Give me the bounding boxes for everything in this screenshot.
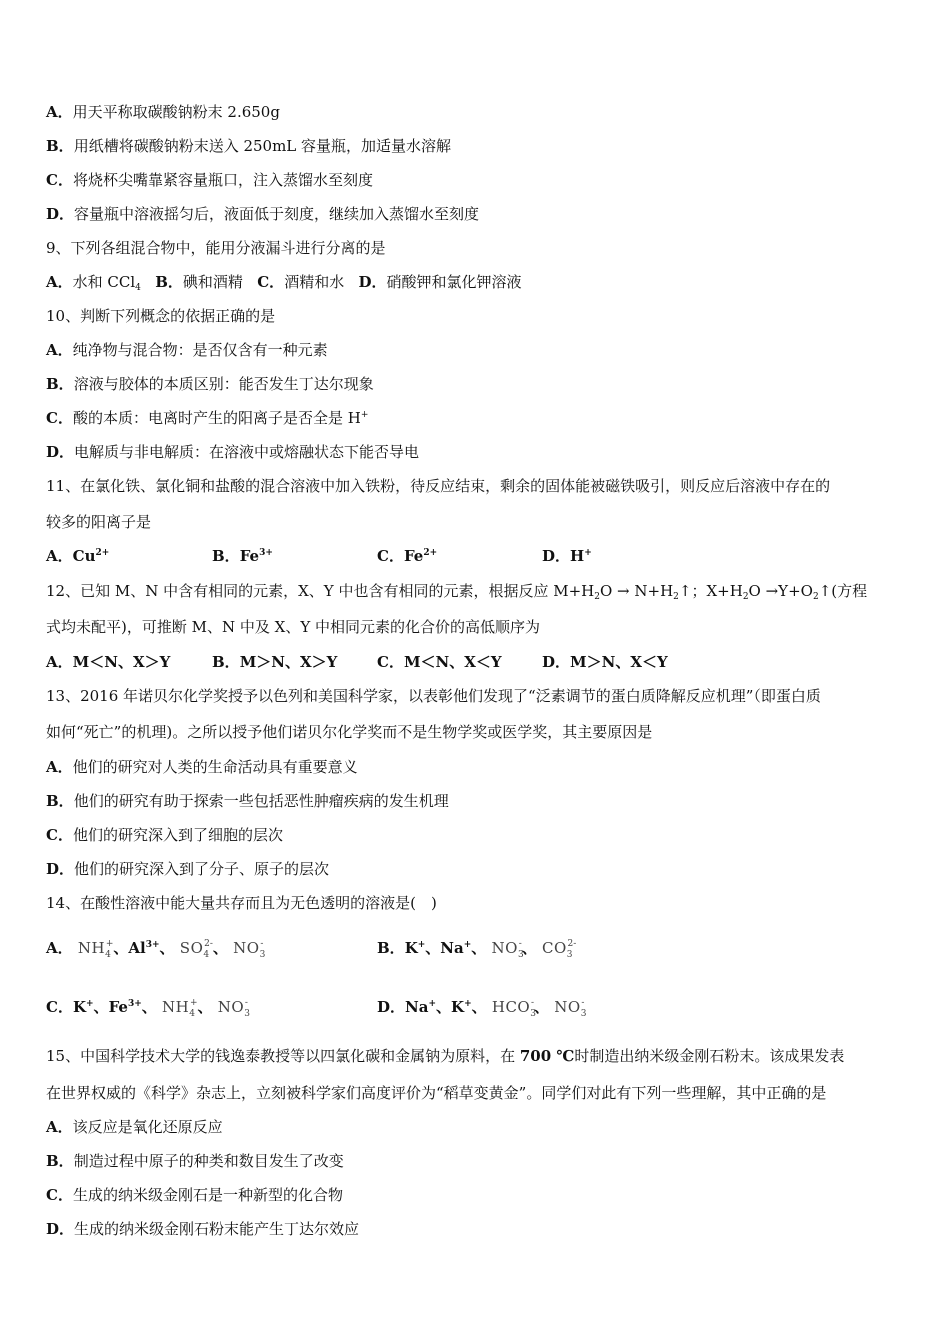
stem-part: 15、中国科学技术大学的钱逸泰教授等以四氯化碳和金属钠为原料，在 — [46, 1047, 520, 1065]
separator: 、 — [534, 998, 550, 1016]
superscript: + — [464, 999, 472, 1009]
ion-sub: 4 — [105, 950, 111, 960]
q11-option-d — [542, 546, 592, 566]
superscript: 2+ — [423, 548, 438, 558]
q10-stem: 10、判断下列概念的依据正确的是 — [46, 307, 276, 325]
option-text: M＞N、X＞Y — [239, 653, 338, 671]
superscript: 3+ — [127, 999, 142, 1009]
superscript: + — [86, 999, 94, 1009]
option-text: 制造过程中原子的种类和数目发生了改变 — [73, 1152, 344, 1170]
option-label: D． — [46, 860, 75, 878]
option-text: 用天平称取碳酸钠粉末 2.650g — [72, 103, 280, 121]
option-text: Fe — [403, 547, 424, 565]
ion-sub: 4 — [189, 1009, 195, 1019]
option-text: 他们的研究深入到了分子、原子的层次 — [74, 860, 330, 878]
ion-text: K — [451, 998, 465, 1016]
superscript: 3+ — [145, 940, 160, 950]
stem-part: 时制造出纳米级金刚石粉末。该成果发表 — [574, 1047, 845, 1065]
q8-option-d — [46, 204, 479, 224]
q14-option-b — [377, 938, 576, 961]
ion-text: Na — [440, 939, 464, 957]
option-label: C． — [46, 1186, 73, 1204]
q14-option-a — [46, 938, 266, 961]
option-text: M＜N、X＜Y — [403, 653, 502, 671]
q10-option-b — [46, 374, 374, 394]
superscript: + — [463, 940, 472, 950]
q12-option-a — [46, 652, 170, 672]
ion-sub: 3 — [244, 1009, 250, 1019]
subscript: 4 — [135, 283, 141, 293]
stem-part: O →Y+O — [748, 582, 813, 600]
q15-stem-line2: 在世界权威的《科学》杂志上，立刻被科学家们高度评价为“稻草变黄金”。同学们对此有下列一些理解，其中正确的是 — [46, 1084, 827, 1102]
ion-sub: 4 — [203, 950, 210, 960]
separator: 、 — [113, 939, 129, 957]
ion-base: HCO — [491, 998, 531, 1016]
option-text: 酒精和水 — [284, 273, 345, 291]
q11-option-a — [46, 546, 109, 566]
option-label: A． — [46, 653, 73, 671]
superscript: 2+ — [95, 548, 110, 558]
option-label: A． — [46, 939, 73, 957]
q13-option-d — [46, 859, 329, 879]
option-text: Fe — [239, 547, 260, 565]
stem-part: O → N+H — [599, 582, 674, 600]
q13-option-c — [46, 825, 283, 845]
option-label: C． — [46, 171, 73, 189]
option-text: 纯净物与混合物：是否仅含有一种元素 — [72, 341, 328, 359]
separator: 、 — [471, 939, 487, 957]
ion-base: NO — [491, 939, 518, 957]
stem-part: ↑；X+H — [678, 582, 743, 600]
q8-option-c — [46, 170, 373, 190]
q8-option-a — [46, 102, 280, 122]
q13-option-a — [46, 757, 358, 777]
separator: 、 — [93, 998, 109, 1016]
separator: 、 — [141, 998, 157, 1016]
option-text: 该反应是氧化还原反应 — [72, 1118, 223, 1136]
q12-stem-line1 — [46, 581, 867, 601]
subscript: 2 — [594, 592, 600, 602]
ion-sup: 2- — [567, 939, 577, 949]
ammonium-ion — [78, 938, 114, 961]
option-label: B． — [46, 792, 74, 810]
option-label: C． — [46, 409, 73, 427]
option-label: B． — [46, 137, 74, 155]
subscript: 2 — [673, 592, 679, 602]
q10-option-a — [46, 340, 328, 360]
option-text: 酸的本质：电离时产生的阳离子是否全是 H — [72, 409, 361, 427]
ion-sub: 3 — [517, 950, 524, 960]
q10-option-d — [46, 442, 419, 462]
ion-sub: 3 — [259, 950, 266, 960]
ion-sup: - — [518, 939, 522, 949]
option-label: A． — [46, 273, 73, 291]
stem-part: 700 ℃ — [519, 1047, 575, 1065]
ion-text: K — [72, 998, 86, 1016]
ion-sup: - — [581, 998, 585, 1008]
option-text: Cu — [72, 547, 96, 565]
option-text: M＜N、X＞Y — [72, 653, 171, 671]
option-text: 硝酸钾和氯化钾溶液 — [386, 273, 522, 291]
option-label: C． — [46, 826, 73, 844]
q13-option-b — [46, 791, 449, 811]
ion-text: Al — [128, 939, 146, 957]
option-label: C． — [377, 653, 404, 671]
option-text: 电解质与非电解质：在溶液中或熔融状态下能否导电 — [74, 443, 420, 461]
option-text: 溶液与胶体的本质区别：能否发生丁达尔现象 — [73, 375, 374, 393]
q15-option-a — [46, 1117, 223, 1137]
separator: 、 — [425, 939, 441, 957]
ion-sup: + — [105, 939, 114, 949]
q15-option-c — [46, 1185, 343, 1205]
option-text: 他们的研究深入到了细胞的层次 — [72, 826, 283, 844]
option-text: 他们的研究对人类的生命活动具有重要意义 — [72, 758, 358, 776]
ion-text: Fe — [108, 998, 128, 1016]
option-label: A． — [46, 758, 73, 776]
option-label: C． — [46, 998, 73, 1016]
ion-sub: 3 — [580, 1009, 587, 1019]
separator: 、 — [212, 939, 228, 957]
separator: 、 — [521, 939, 537, 957]
sulfate-ion — [180, 938, 213, 961]
option-label: D． — [46, 443, 75, 461]
option-label: C． — [257, 273, 285, 291]
q15-option-d — [46, 1219, 359, 1239]
ammonium-ion — [162, 997, 198, 1020]
ion-base: NO — [233, 939, 260, 957]
option-label: A． — [46, 1118, 73, 1136]
q13-stem-line1: 13、2016 年诺贝尔化学奖授予以色列和美国科学家，以表彰他们发现了“泛素调节的蛋白质降解反应机理”（即蛋白质 — [46, 687, 821, 705]
option-text: 生成的纳米级金刚石是一种新型的化合物 — [72, 1186, 343, 1204]
stem-part: 12、已知 M、N 中含有相同的元素，X、Y 中也含有相同的元素，根据反应 M+H — [46, 582, 595, 600]
ion-base: NH — [77, 939, 106, 957]
option-label: D． — [358, 273, 387, 291]
ion-sub: 3 — [566, 950, 573, 960]
q14-option-d — [377, 997, 587, 1020]
ion-sup: - — [244, 998, 248, 1008]
option-label: A． — [46, 341, 73, 359]
ion-base: NO — [217, 998, 245, 1016]
option-label: D． — [542, 653, 571, 671]
q12-option-d — [542, 652, 668, 672]
q10-option-c — [46, 408, 368, 428]
q12-option-c — [377, 652, 502, 672]
subscript: 2 — [812, 592, 819, 602]
q14-option-c — [46, 997, 248, 1020]
superscript: + — [584, 548, 592, 558]
ion-text: Na — [405, 998, 429, 1016]
ion-base: CO — [542, 939, 567, 957]
separator: 、 — [436, 998, 452, 1016]
superscript: 3+ — [259, 548, 273, 558]
q12-option-b — [212, 652, 337, 672]
subscript: 2 — [742, 592, 749, 602]
option-label: D． — [542, 547, 571, 565]
ion-sub: 3 — [530, 1009, 536, 1019]
q11-stem-line2: 较多的阳离子是 — [46, 513, 152, 531]
option-label: B． — [212, 547, 240, 565]
option-label: A． — [46, 547, 73, 565]
option-text: 容量瓶中溶液摇匀后，液面低于刻度，继续加入蒸馏水至刻度 — [74, 205, 480, 223]
q15-option-b — [46, 1151, 344, 1171]
superscript: + — [360, 410, 369, 420]
q9-options — [46, 272, 522, 292]
option-label: B． — [155, 273, 183, 291]
q8-option-b — [46, 136, 451, 156]
q12-stem-line2: 式均未配平)，可推断 M、N 中及 X、Y 中相同元素的化合价的高低顺序为 — [46, 618, 540, 636]
option-label: B． — [377, 939, 405, 957]
option-label: D． — [46, 1220, 75, 1238]
option-label: C． — [377, 547, 404, 565]
option-text: M＞N、X＜Y — [570, 653, 668, 671]
option-text: 用纸槽将碳酸钠粉末送入 250mL 容量瓶，加适量水溶解 — [73, 137, 452, 155]
ion-sup: + — [189, 998, 198, 1008]
superscript: + — [417, 940, 426, 950]
option-label: D． — [377, 998, 406, 1016]
superscript: + — [428, 999, 436, 1009]
ion-sup: - — [530, 998, 534, 1008]
nitrate-ion — [492, 938, 522, 961]
ion-text: K — [404, 939, 418, 957]
option-text: 将烧杯尖嘴靠紧容量瓶口，注入蒸馏水至刻度 — [72, 171, 373, 189]
nitrate-ion — [233, 938, 266, 961]
bicarbonate-ion — [492, 997, 534, 1020]
option-text: 他们的研究有助于探索一些包括恶性肿瘤疾病的发生机理 — [73, 792, 449, 810]
q11-option-c — [377, 546, 437, 566]
separator: 、 — [471, 998, 487, 1016]
separator: 、 — [197, 998, 213, 1016]
ion-sup: - — [260, 939, 264, 949]
option-label: B． — [46, 375, 74, 393]
ion-base: SO — [179, 939, 204, 957]
q11-option-b — [212, 546, 273, 566]
q14-stem: 14、在酸性溶液中能大量共存而且为无色透明的溶液是( ) — [46, 894, 437, 912]
option-text: H — [570, 547, 585, 565]
option-label: D． — [46, 205, 75, 223]
ion-base: NO — [554, 998, 581, 1016]
option-text: 水和 CCl — [72, 273, 136, 291]
option-text: 碘和酒精 — [182, 273, 243, 291]
separator: 、 — [159, 939, 175, 957]
q9-stem: 9、下列各组混合物中，能用分液漏斗进行分离的是 — [46, 239, 386, 257]
carbonate-ion — [542, 938, 576, 961]
q11-stem-line1: 11、在氯化铁、氯化铜和盐酸的混合溶液中加入铁粉，待反应结束，剩余的固体能被磁铁吸引，则反应后溶液中存在的 — [46, 477, 831, 495]
option-text: 生成的纳米级金刚石粉末能产生丁达尔效应 — [74, 1220, 360, 1238]
nitrate-ion — [554, 997, 587, 1020]
q13-stem-line2: 如何“死亡”的机理)。之所以授予他们诺贝尔化学奖而不是生物学奖或医学奖，其主要原因是 — [46, 723, 653, 741]
option-label: A． — [46, 103, 73, 121]
stem-part: ↑(方程 — [818, 582, 868, 600]
option-label: B． — [212, 653, 240, 671]
q15-stem-line1 — [46, 1046, 844, 1066]
nitrate-ion — [218, 997, 248, 1020]
option-label: B． — [46, 1152, 74, 1170]
ion-sup: 2- — [204, 939, 213, 949]
ion-base: NH — [162, 998, 190, 1016]
